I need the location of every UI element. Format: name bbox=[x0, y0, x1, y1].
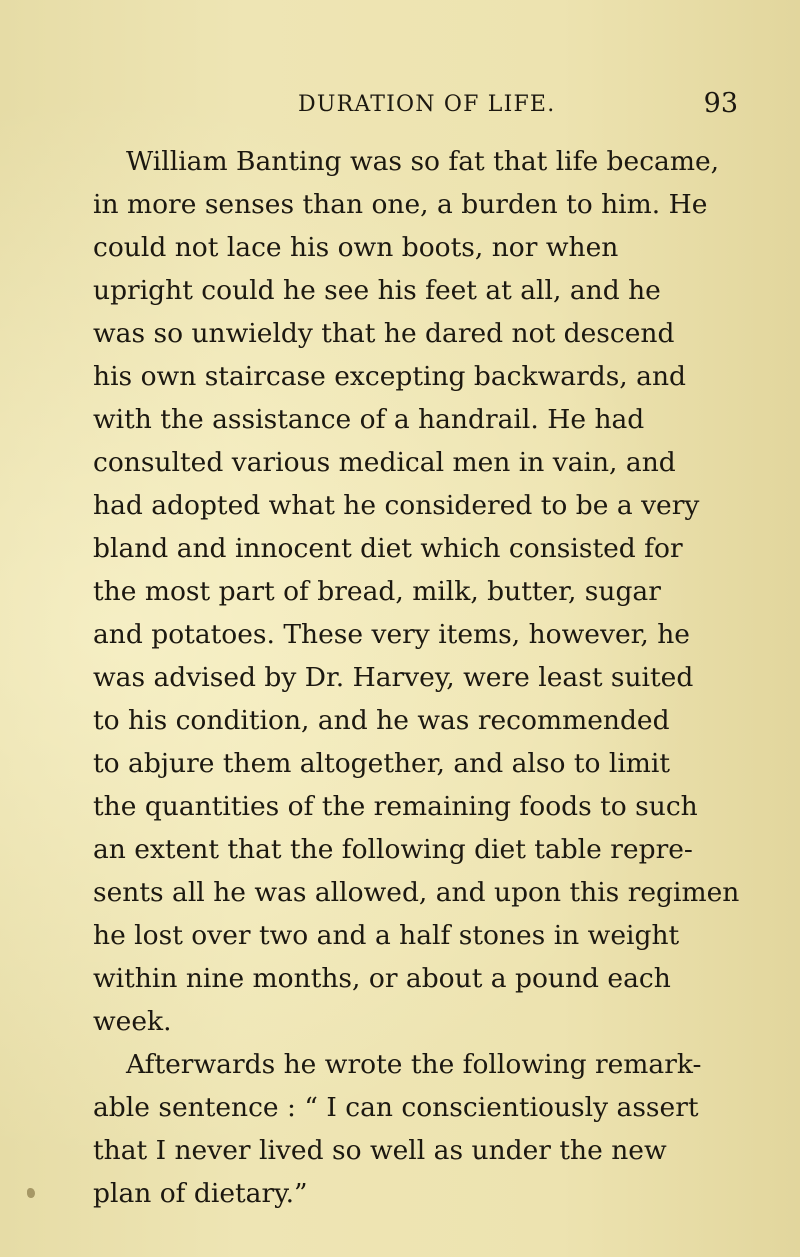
text-line: and potatoes. These very items, however, he bbox=[93, 619, 690, 650]
text-line: to his condition, and he was recommended bbox=[93, 705, 670, 736]
text-line: bland and innocent diet which consisted for bbox=[93, 533, 683, 564]
text-line: in more senses than one, a burden to him. He bbox=[93, 189, 708, 220]
text-line: week. bbox=[93, 1006, 172, 1037]
text-line: William Banting was so fat that life became, bbox=[126, 146, 720, 177]
text-line: the quantities of the remaining foods to such bbox=[93, 791, 698, 822]
text-line: an extent that the following diet table repre- bbox=[93, 834, 693, 865]
text-line: was so unwieldy that he dared not descend bbox=[93, 318, 675, 349]
text-line: was advised by Dr. Harvey, were least suited bbox=[93, 662, 694, 693]
text-line: upright could he see his feet at all, and he bbox=[93, 275, 661, 306]
paragraph-1 bbox=[93, 140, 753, 1043]
text-line: could not lace his own boots, nor when bbox=[93, 232, 619, 263]
text-line: within nine months, or about a pound each bbox=[93, 963, 671, 994]
text-line: able sentence : “ I can conscientiously assert bbox=[93, 1092, 699, 1123]
text-line: sents all he was allowed, and upon this regimen bbox=[93, 877, 740, 908]
text-line: consulted various medical men in vain, and bbox=[93, 447, 676, 478]
text-line: the most part of bread, milk, butter, sugar bbox=[93, 576, 661, 607]
text-line: had adopted what he considered to be a very bbox=[93, 490, 700, 521]
text-line: his own staircase excepting backwards, and bbox=[93, 361, 686, 392]
text-line: with the assistance of a handrail. He had bbox=[93, 404, 645, 435]
text-line: he lost over two and a half stones in weight bbox=[93, 920, 680, 951]
text-line: to abjure them altogether, and also to limit bbox=[93, 748, 671, 779]
text-line: Afterwards he wrote the following remark- bbox=[126, 1049, 702, 1080]
text-line: that I never lived so well as under the new bbox=[93, 1135, 667, 1166]
page-header bbox=[298, 88, 738, 128]
running-title: DURATION OF LIFE. bbox=[298, 92, 556, 117]
paragraph-2 bbox=[93, 1043, 753, 1215]
text-line: plan of dietary.” bbox=[93, 1178, 308, 1209]
paper-blemish bbox=[27, 1188, 35, 1198]
body-text bbox=[93, 140, 753, 1215]
page-number: 93 bbox=[703, 88, 738, 119]
